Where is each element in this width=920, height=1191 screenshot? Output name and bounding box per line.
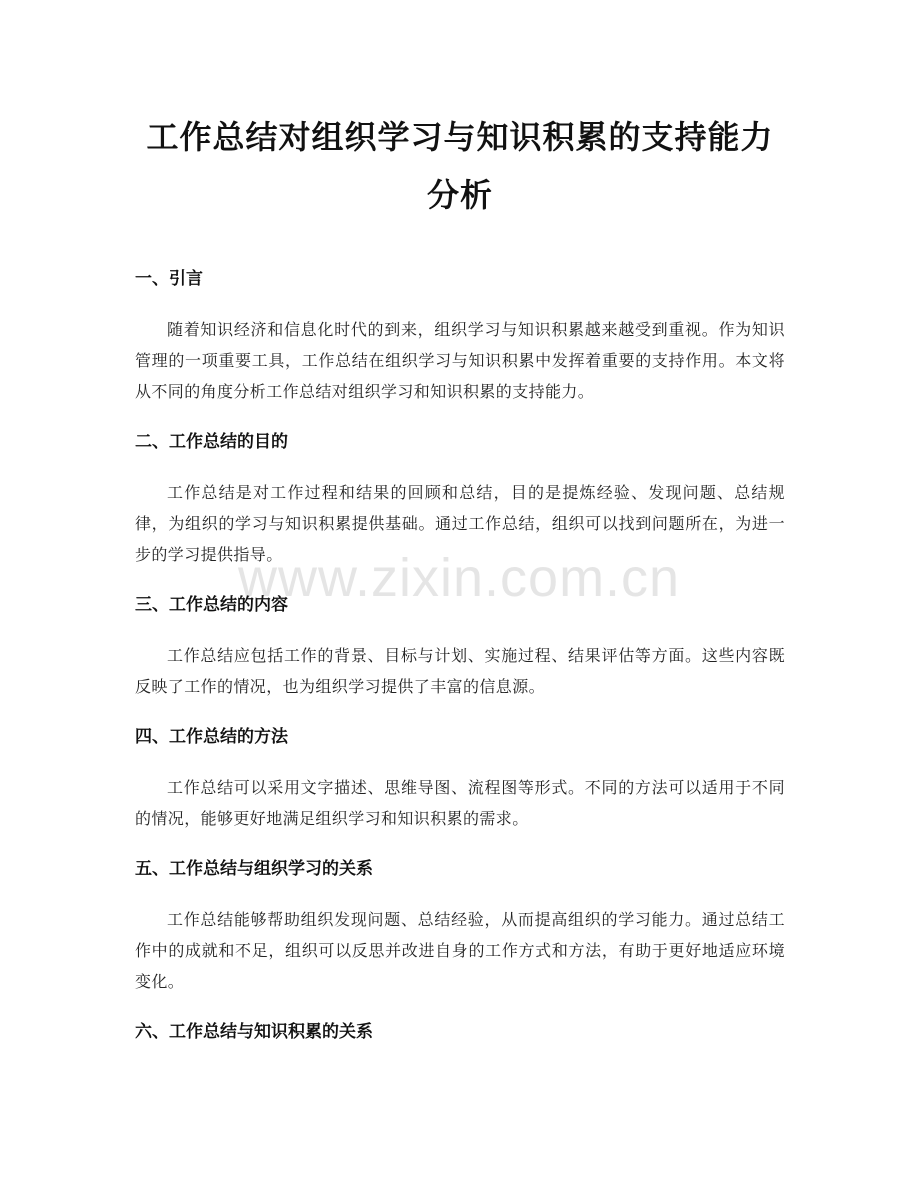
- watermark-text: www.zixin.com.cn: [238, 548, 681, 608]
- section-body-introduction: 随着知识经济和信息化时代的到来，组织学习与知识积累越来越受到重视。作为知识管理的一项重要工具，工作总结在组织学习与知识积累中发挥着重要的支持作用。本文将从不同的角度分析工作总结对组织学习和知识积累的支持能力。: [135, 320, 785, 401]
- section-heading-org-learning: 五、工作总结与组织学习的关系: [135, 859, 373, 879]
- section-heading-purpose: 二、工作总结的目的: [135, 432, 288, 452]
- section-body-org-learning: 工作总结能够帮助组织发现问题、总结经验，从而提高组织的学习能力。通过总结工作中的成就和不足，组织可以反思并改进自身的工作方式和方法，有助于更好地适应环境变化。: [135, 910, 785, 991]
- document-title: 工作总结对组织学习与知识积累的支持能力分析: [146, 118, 774, 214]
- section-heading-method: 四、工作总结的方法: [135, 727, 288, 747]
- section-body-content: 工作总结应包括工作的背景、目标与计划、实施过程、结果评估等方面。这些内容既反映了工作的情况，也为组织学习提供了丰富的信息源。: [135, 646, 785, 696]
- section-heading-introduction: 一、引言: [135, 269, 203, 289]
- section-heading-knowledge-accumulation: 六、工作总结与知识积累的关系: [135, 1022, 373, 1042]
- section-body-method: 工作总结可以采用文字描述、思维导图、流程图等形式。不同的方法可以适用于不同的情况，能够更好地满足组织学习和知识积累的需求。: [135, 778, 785, 828]
- section-heading-content: 三、工作总结的内容: [135, 595, 288, 615]
- section-body-purpose: 工作总结是对工作过程和结果的回顾和总结，目的是提炼经验、发现问题、总结规律，为组织的学习与知识积累提供基础。通过工作总结，组织可以找到问题所在，为进一步的学习提供指导。: [135, 483, 785, 564]
